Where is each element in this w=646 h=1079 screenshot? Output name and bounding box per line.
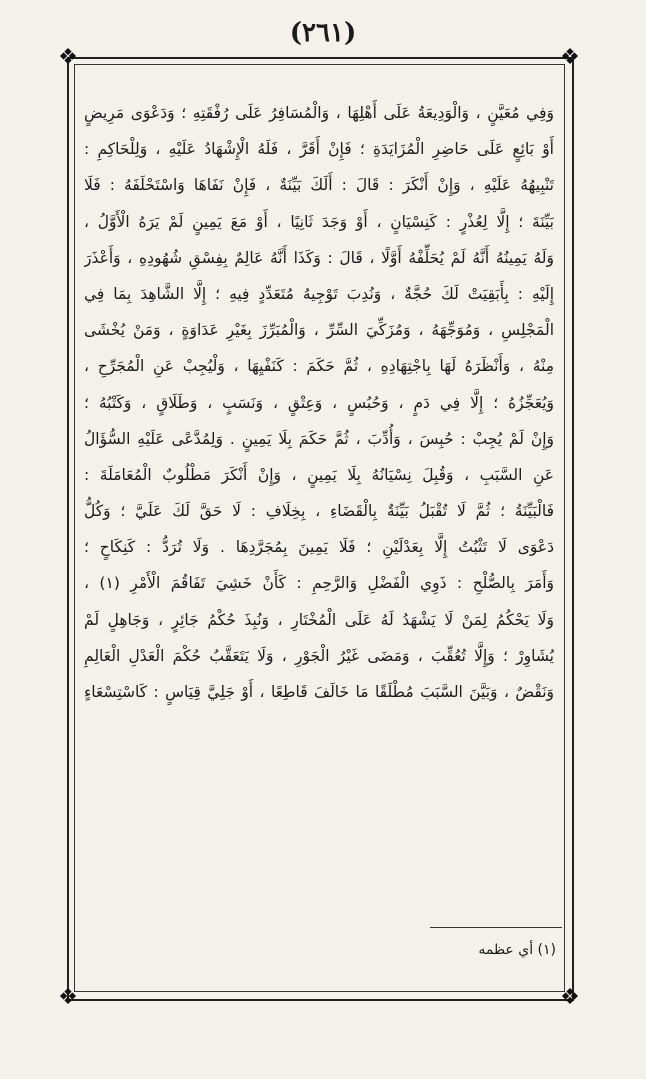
footnote: (١) أي عظمه (478, 942, 556, 958)
text-line: بَيِّنَةَ ؛ إِلَّا لِعُذْرٍ : كَنِسْيَانٍ ، أَوْ وَجَدَ ثَانِيًا ، أَوْ مَعَ يَمِينٍ لَمْ يَرَهُ الْأَوَّلُ ، (84, 212, 554, 231)
text-line: عَنِ السَّبَبِ ، وَقُبِلَ نِسْيَانُهُ بِلَا يَمِينٍ ، وَإِنْ أَنْكَرَ مَطْلُوبٌ الْمُعَامَلَةَ : (84, 465, 554, 484)
text-line: إِلَيْهِ : بِأَبَقِيَتْ لَكَ حُجَّةٌ ، وَنُدِبَ تَوْجِيهُ مُتَعَدِّدٍ فِيهِ ؛ إِلَّا الشَّاهِدَ بِمَا فِي (84, 284, 554, 303)
text-line: يُشَاوِرْ ؛ وَإِلَّا تُعُقِّبَ ، وَمَضَى غَيْرُ الْجَوْرِ ، وَلَا يَتَعَقَّبُ حُكْمَ الْعَدْلِ الْعَالِمِ (84, 646, 554, 665)
text-line: دَعْوَى لَا تَثْبُتُ إِلَّا بِعَدْلَيْنِ ؛ فَلَا يَمِينَ بِمُجَرَّدِهَا . وَلَا تُرَدُّ : كَنِكَاحٍ ؛ (84, 538, 554, 557)
text-line: تَنْبِيهُهُ عَلَيْهِ ، وَإِنْ أَنْكَرَ : قَالَ : أَلَكَ بَيِّنَةٌ ، فَإِنْ نَفَاهَا وَاسْتَحْلَفَهُ : فَلَا (84, 176, 554, 195)
text-line: وَفِي مُعَيَّنٍ ، وَالْوَدِيعَةُ عَلَى أَهْلِهَا ، وَالْمُسَافِرُ عَلَى رُفْقَتِهِ ؛ وَدَعْوَى مَرِيضٍ (84, 104, 554, 122)
page-number: (٢٦١) (289, 18, 357, 48)
text-line: فَالْبَيِّنَةُ ؛ ثُمَّ لَا تُقْبَلُ بَيِّنَةٌ بِالْقَضَاءِ ، بِخِلَافِ : لَا حَقَّ لَكَ عَلَيَّ ؛ وَكُلُّ (84, 502, 554, 521)
footnote-divider (430, 927, 562, 928)
text-line: أَوْ بَائِعٍ عَلَى حَاضِرِ الْمُزَايَدَةِ ؛ فَإِنْ أَقَرَّ ، فَلَهُ الْإِشْهَادُ عَلَيْهِ ، وَلِلْحَاكِمِ : (84, 140, 554, 159)
text-line: وَإِنْ لَمْ يُجِبْ : حُبِسَ ، وَأُدِّبَ ، ثُمَّ حَكَمَ بِلَا يَمِينٍ . وَلِمُدَّعًى عَلَيْهِ السُّؤَالُ (84, 429, 554, 448)
text-line: وَيُعَجِّزُهُ ؛ إِلَّا فِي دَمٍ ، وَحُبُسٍ ، وَعِتْقٍ ، وَنَسَبٍ ، وَطَلَاقٍ ، وَكَتْبُهُ ؛ (84, 393, 554, 412)
text-line: وَنَقْضٌ ، وَبَيَّنَ السَّبَبَ مُطْلَقًا مَا خَالَفَ قَاطِعًا ، أَوْ جَلِيَّ قِيَاسٍ : كَاسْتِسْعَاءٍ (84, 683, 554, 701)
corner-ornament-icon: ❖ (560, 45, 580, 70)
text-line: مِنْهُ ، وَأَنْظَرَهُ لَهَا بِاجْتِهَادِهِ ، ثُمَّ حَكَمَ : كَنَفْيِهَا ، وَلْيُجِبْ عَنِ الْمُجَرِّحِ ، (84, 357, 554, 376)
text-line: وَلَا يَحْكُمُ لِمَنْ لَا يَشْهَدُ لَهُ عَلَى الْمُخْتَارِ ، وَنُبِذَ حُكْمُ جَائِرٍ ، وَجَاهِلٍ لَمْ (84, 610, 554, 629)
text-line: وَأَمَرَ بِالصُّلْحِ : ذَوِي الْفَضْلِ وَالرَّحِمِ : كَأَنْ خَشِيَ تَفَاقُمَ الْأَمْرِ (١) ، (84, 574, 554, 593)
text-line: وَلَهُ يَمِينُهُ أَنَّهُ لَمْ يُحَلِّفْهُ أَوَّلًا ، قَالَ : وَكَذَا أَنَّهُ عَالِمٌ بِفِسْقِ شُهُودِهِ ، وَأَعْذَرَ (84, 248, 554, 267)
corner-ornament-icon: ❖ (58, 985, 78, 1010)
corner-ornament-icon: ❖ (560, 985, 580, 1010)
main-text (84, 95, 554, 710)
text-line: الْمَجْلِسِ ، وَمُوَجِّهَهُ ، وَمُزَكِّيَ السِّرِّ ، وَالْمُبَرِّزَ بِغَيْرِ عَدَاوَةٍ ، وَمَنْ يُخْشَى (84, 321, 554, 340)
corner-ornament-icon: ❖ (58, 45, 78, 70)
